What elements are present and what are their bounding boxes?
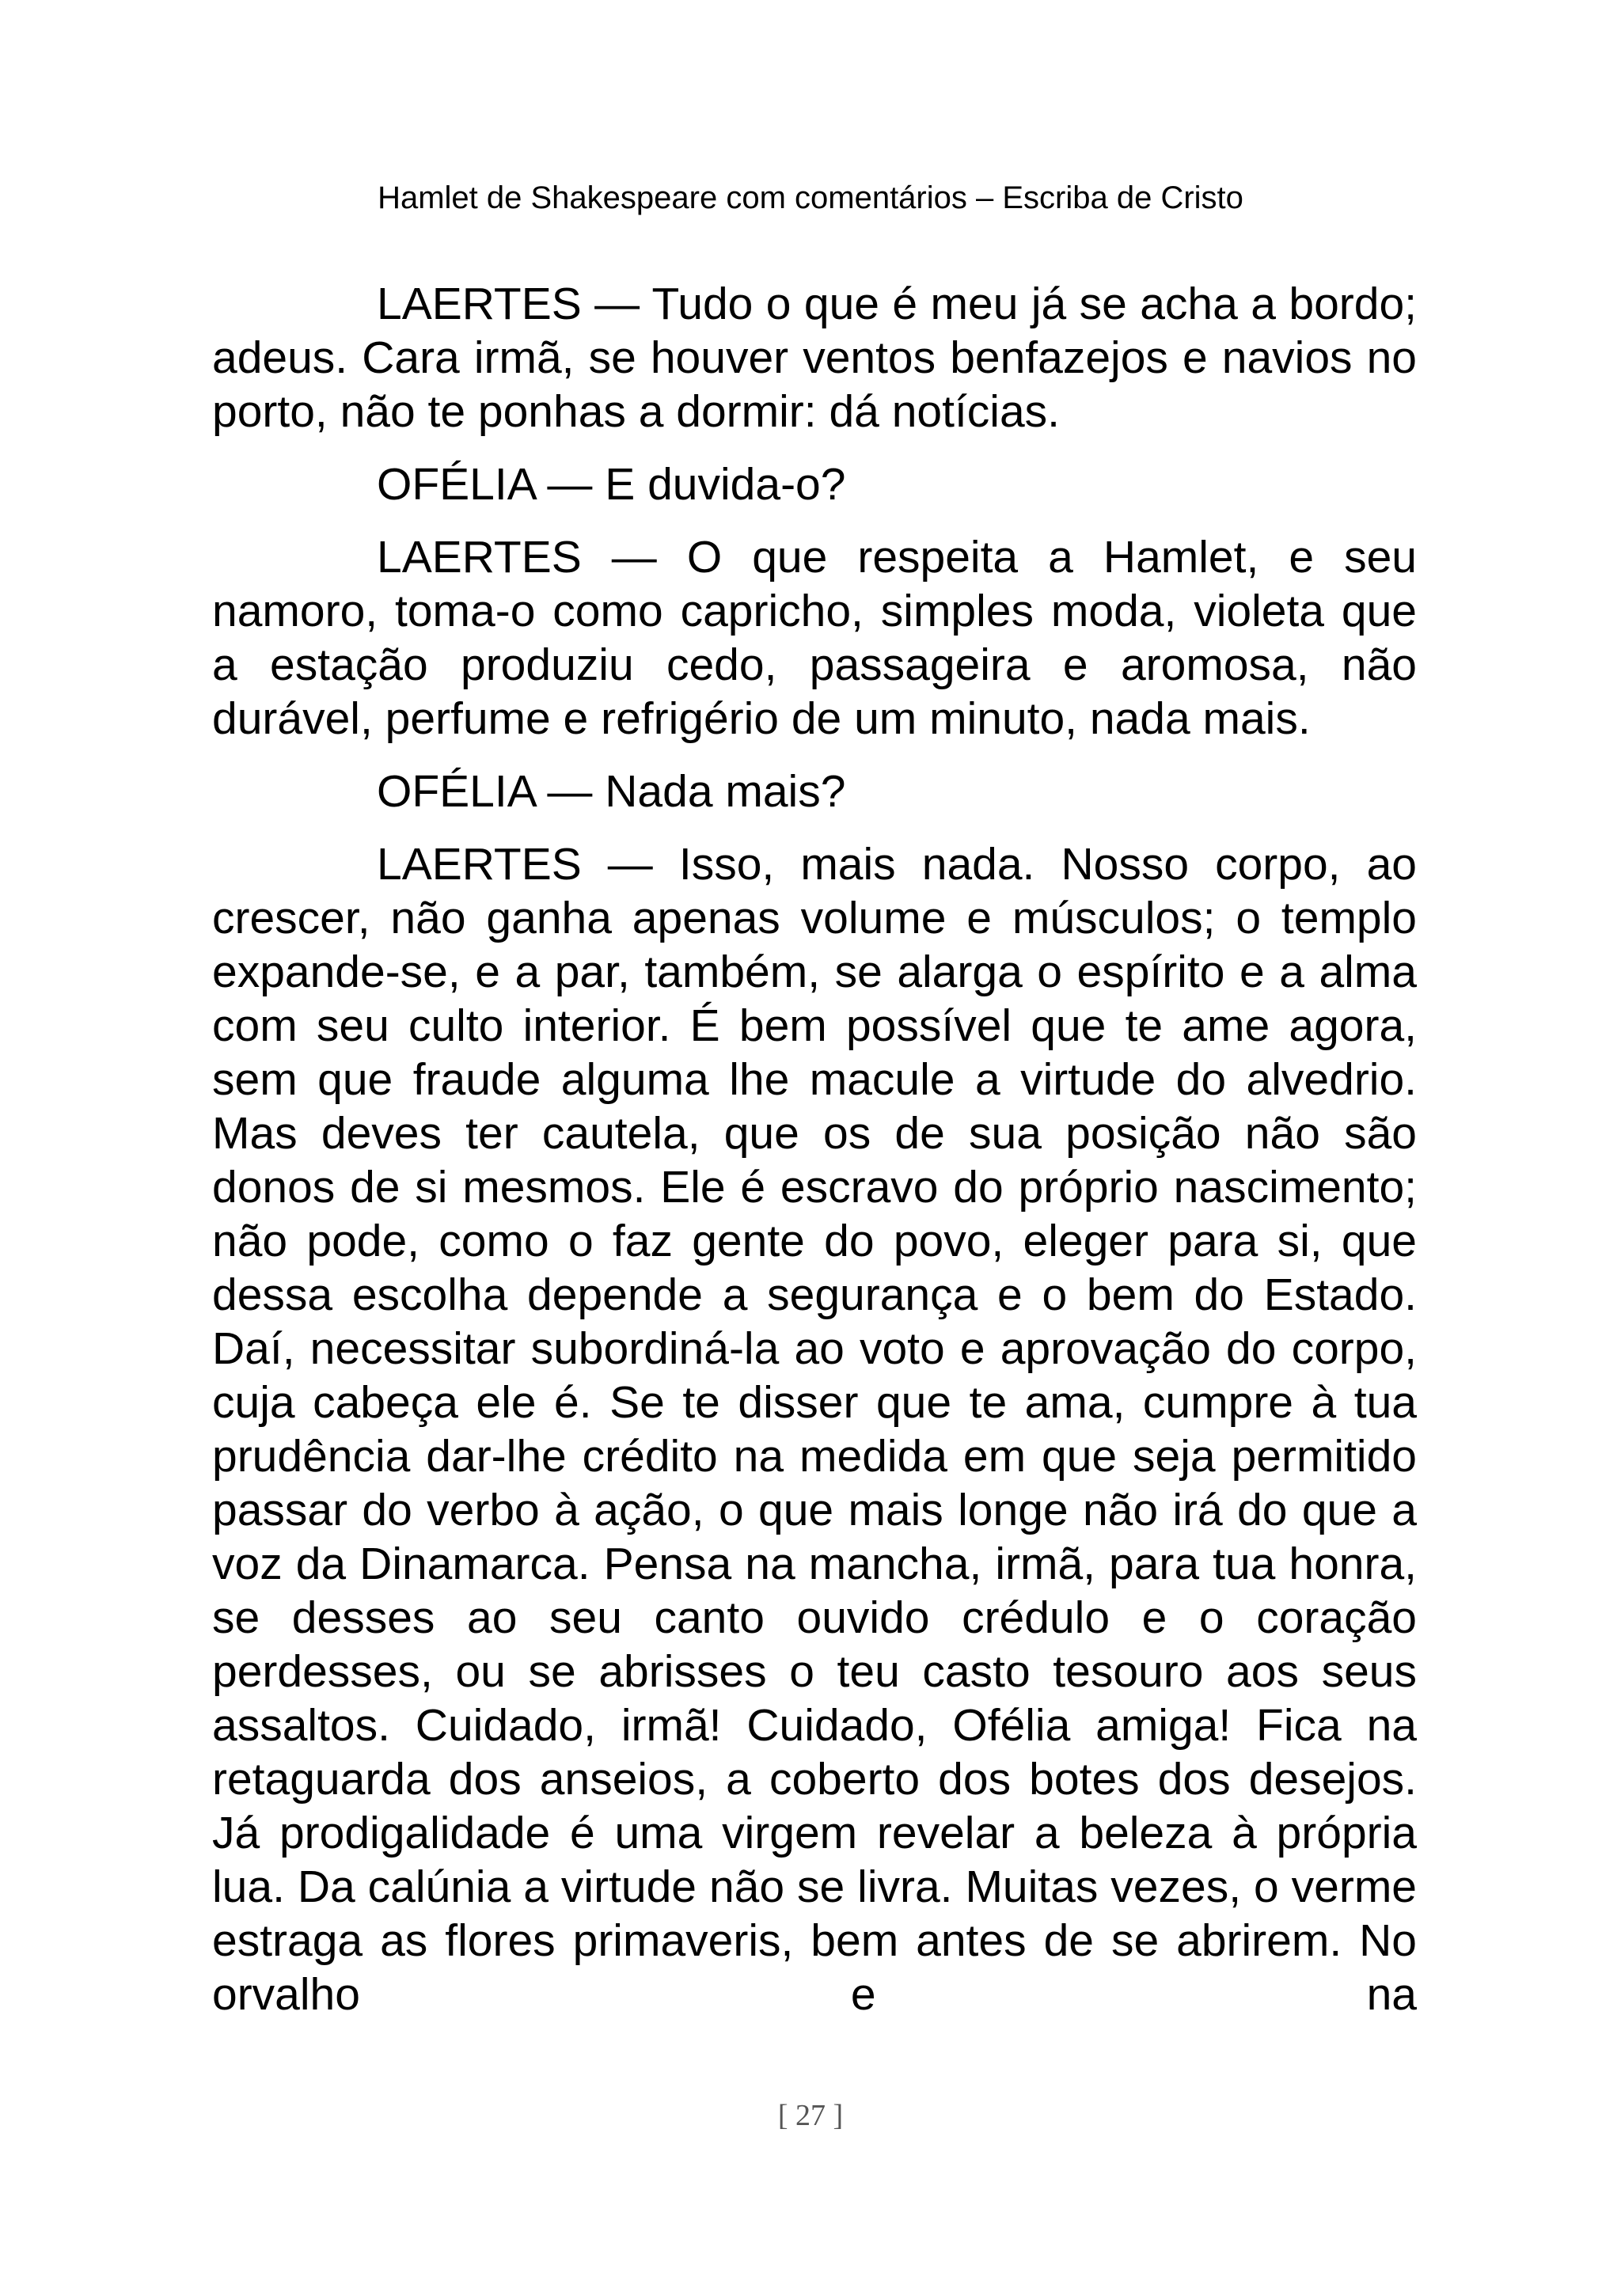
body-text <box>212 277 1417 2021</box>
running-header: Hamlet de Shakespeare com comentários – Escriba de Cristo <box>378 180 1243 215</box>
paragraph: LAERTES — Isso, mais nada. Nosso corpo, ao crescer, não ganha apenas volume e músculos; o templo expande-se, e a par, também, se alarga o espírito e a alma com seu culto interior. É bem possível que te ame agora, sem que fraude alguma lhe macule a virtude do alvedrio. Mas deves ter cautela, que os de sua posição não são donos de si mesmos. Ele é escravo do próprio nascimento; não pode, como o faz gente do povo, eleger para si, que dessa escolha depende a segurança e o bem do Estado. Daí, necessitar subordiná-la ao voto e aprovação do corpo, cuja cabeça ele é. Se te disser que te ama, cumpre à tua prudência dar-lhe crédito na medida em que seja permitido passar do verbo à ação, o que mais longe não irá do que a voz da Dinamarca. Pensa na mancha, irmã, para tua honra, se desses ao seu canto ouvido crédulo e o coração perdesses, ou se abrisses o teu casto tesouro aos seus assaltos. Cuidado, irmã! Cuidado, Ofélia amiga! Fica na retaguarda dos anseios, a coberto dos botes dos desejos. Já prodigalidade é uma virgem revelar a beleza à própria lua. Da calúnia a virtude não se livra. Muitas vezes, o verme estraga as flores primaveris, bem antes de se abrirem. No orvalho e na <box>212 839 1417 2020</box>
paragraph: LAERTES — Tudo o que é meu já se acha a bordo; adeus. Cara irmã, se houver ventos benfazejos e navios no porto, não te ponhas a dormir: dá notícias. <box>212 279 1417 437</box>
paragraph: OFÉLIA — Nada mais? <box>377 766 846 817</box>
paragraph: OFÉLIA — E duvida-o? <box>377 459 846 510</box>
paragraph: LAERTES — O que respeita a Hamlet, e seu namoro, toma-o como capricho, simples moda, violeta que a estação produziu cedo, passageira e aromosa, não durável, perfume e refrigério de um minuto, nada mais. <box>212 532 1417 744</box>
page-number: [ 27 ] <box>777 2099 844 2132</box>
